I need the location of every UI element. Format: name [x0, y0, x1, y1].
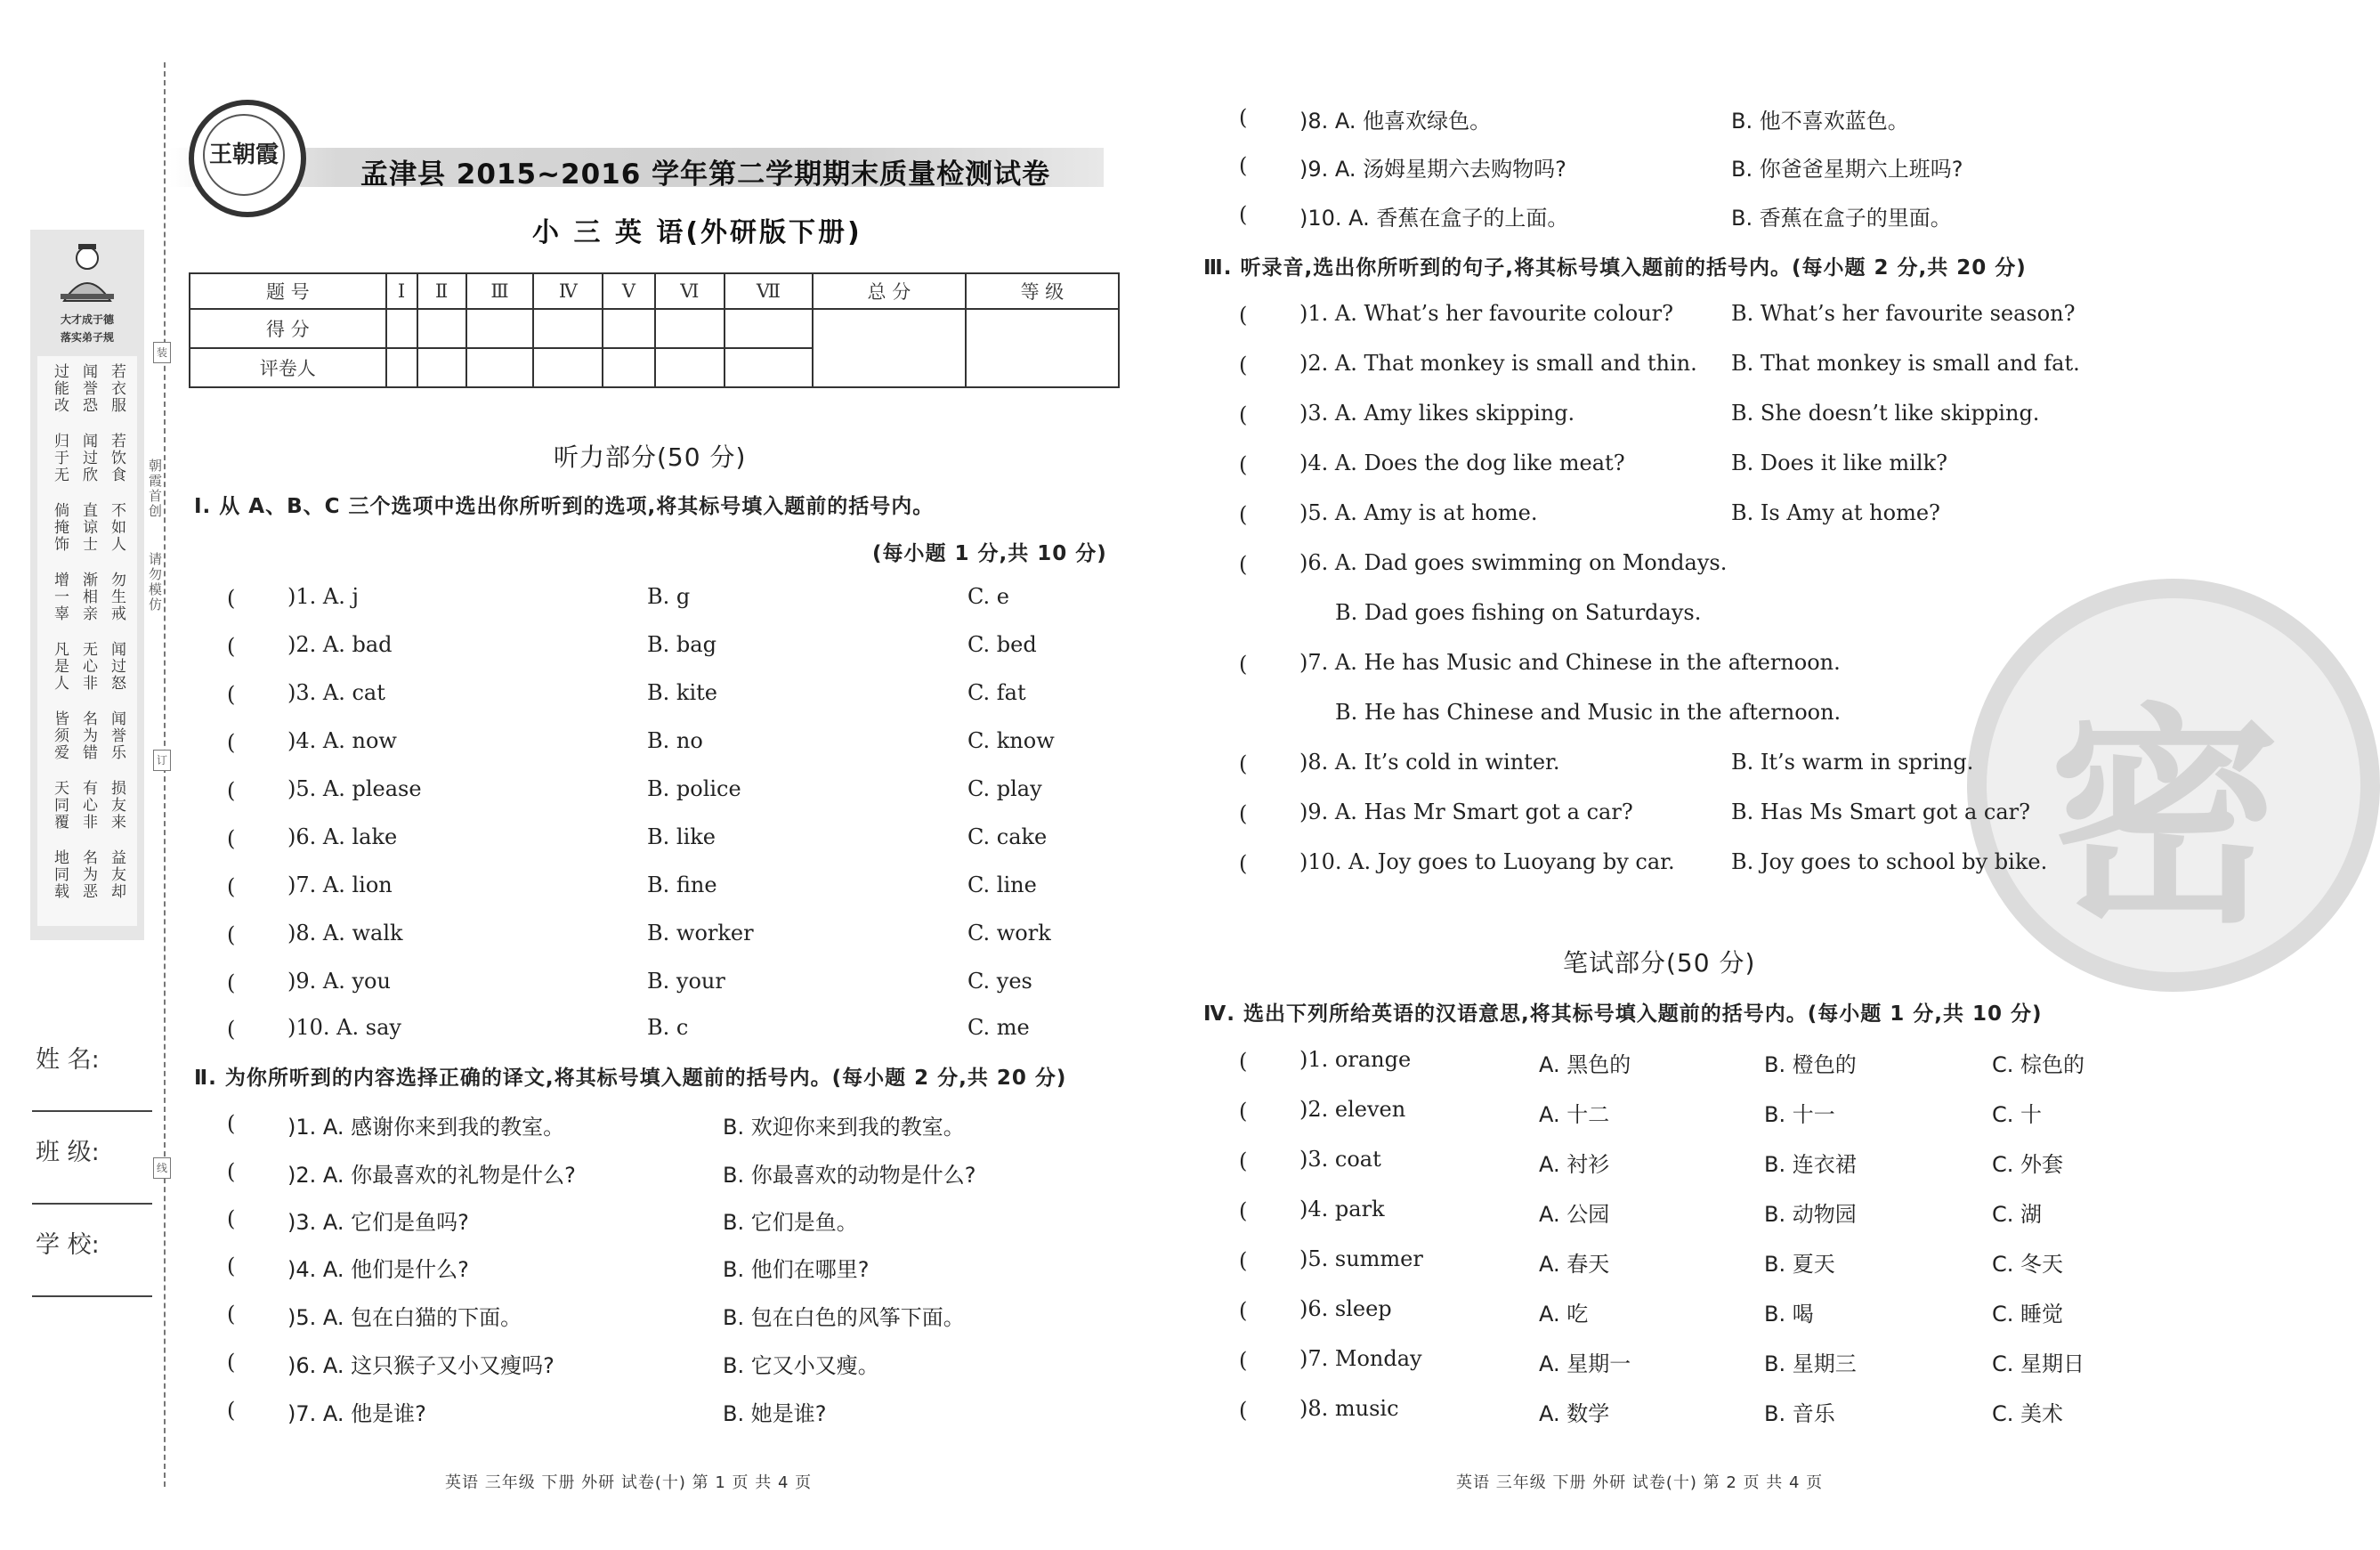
option-c: C. e: [967, 584, 1009, 609]
motto-line-1: 大才成于德: [60, 313, 114, 326]
option-b: B. like: [647, 824, 716, 849]
quote-column: 闻誉恐: [79, 363, 97, 414]
option-c: C. yes: [967, 969, 1032, 994]
score-table-header: 总 分: [813, 273, 966, 309]
school-input-line[interactable]: [32, 1295, 152, 1297]
question-stem: )3. A. cat: [287, 680, 385, 705]
answer-bracket[interactable]: (: [1239, 851, 1248, 876]
score-cell[interactable]: [655, 309, 725, 348]
option-a: )8. A. It’s cold in winter.: [1299, 750, 1560, 775]
score-table-header: Ⅶ: [725, 273, 813, 309]
binding-mark: 订: [153, 750, 171, 771]
quote-column: 勿生戒: [108, 572, 125, 622]
answer-bracket[interactable]: (: [1239, 1248, 1248, 1273]
answer-bracket[interactable]: (: [1239, 1049, 1248, 1074]
option-b: B. 动物园: [1764, 1202, 1857, 1227]
option-c: C. 冬天: [1992, 1252, 2064, 1277]
part1-score-note: (每小题 1 分,共 10 分): [872, 542, 1107, 565]
vocab-word: )8. music: [1299, 1396, 1399, 1421]
score-cell[interactable]: [603, 309, 654, 348]
quote-panel: [30, 230, 144, 940]
quote-column: 倘掩饰: [51, 502, 69, 553]
binding-mark: 装: [153, 342, 171, 363]
grader-cell[interactable]: [386, 348, 417, 387]
page-footer-right: 英语 三年级 下册 外研 试卷(十) 第 2 页 共 4 页: [1456, 1473, 1824, 1492]
option-b: B. Dad goes fishing on Saturdays.: [1335, 600, 1702, 625]
answer-bracket[interactable]: (: [1239, 1398, 1248, 1423]
answer-bracket[interactable]: (: [227, 1017, 236, 1042]
answer-bracket[interactable]: (: [1239, 303, 1248, 328]
option-b: B. police: [647, 776, 741, 801]
answer-bracket[interactable]: (: [227, 1159, 236, 1184]
option-b: B. 喝: [1764, 1302, 1814, 1327]
option-a: A. 公园: [1539, 1202, 1610, 1227]
vocab-word: )6. sleep: [1299, 1296, 1392, 1321]
option-a: A. 春天: [1539, 1252, 1610, 1277]
question-stem: )5. A. please: [287, 776, 422, 801]
answer-bracket[interactable]: (: [227, 778, 236, 803]
option-b: B. 十一: [1764, 1102, 1835, 1127]
name-label: 姓 名:: [36, 1046, 100, 1074]
option-b: B. What’s her favourite season?: [1731, 301, 2076, 326]
answer-bracket[interactable]: (: [1239, 1148, 1248, 1173]
quote-column: 不如人: [108, 502, 125, 553]
option-b: B. 连衣裙: [1764, 1152, 1857, 1177]
option-b: B. 橙色的: [1764, 1052, 1857, 1077]
option-b: B. Does it like milk?: [1731, 450, 1947, 475]
quote-column: 闻过怒: [108, 641, 125, 692]
page-footer-left: 英语 三年级 下册 外研 试卷(十) 第 1 页 共 4 页: [445, 1473, 813, 1492]
option-b: B. 你爸爸星期六上班吗?: [1731, 157, 1963, 182]
answer-bracket[interactable]: (: [227, 1111, 236, 1136]
option-b: B. g: [647, 584, 691, 609]
option-c: C. 睡觉: [1992, 1302, 2064, 1327]
option-b: B. kite: [647, 680, 717, 705]
vocab-word: )1. orange: [1299, 1047, 1412, 1072]
exam-title: 孟津县 2015~2016 学年第二学期期末质量检测试卷: [360, 158, 1051, 191]
answer-bracket[interactable]: (: [1239, 801, 1248, 826]
option-a: )10. A. 香蕉在盒子的上面。: [1299, 206, 1569, 231]
option-a: )7. A. He has Music and Chinese in the afternoon.: [1299, 650, 1841, 675]
question-stem: )2. A. bad: [287, 632, 393, 657]
quote-column: 无心非: [79, 641, 97, 692]
option-c: C. 十: [1992, 1102, 2043, 1127]
vocab-word: )7. Monday: [1299, 1346, 1422, 1371]
vocab-word: )2. eleven: [1299, 1097, 1406, 1122]
quote-column: 名为恶: [79, 849, 97, 900]
binding-mark: 线: [153, 1157, 171, 1179]
vocab-word: )3. coat: [1299, 1147, 1381, 1172]
answer-bracket[interactable]: (: [1239, 1348, 1248, 1373]
score-table-header: Ⅰ: [386, 273, 417, 309]
school-label: 学 校:: [36, 1231, 100, 1259]
option-a: )1. A. What’s her favourite colour?: [1299, 301, 1673, 326]
answer-bracket[interactable]: (: [1239, 751, 1248, 776]
writing-section-title: 笔试部分(50 分): [1563, 948, 1756, 978]
option-a: )4. A. 他们是什么?: [287, 1257, 469, 1282]
quote-column: 归于无: [51, 433, 69, 483]
option-b: B. bag: [647, 632, 716, 657]
grader-cell[interactable]: [417, 348, 466, 387]
option-a: A. 十二: [1539, 1102, 1610, 1127]
do-not-copy-note: 请勿模仿: [147, 552, 163, 613]
answer-bracket[interactable]: (: [1239, 652, 1248, 677]
option-a: )5. A. 包在白猫的下面。: [287, 1305, 522, 1330]
motto-line-2: 落实弟子规: [60, 331, 114, 344]
option-c: C. 棕色的: [1992, 1052, 2085, 1077]
publisher-logo: [189, 100, 306, 217]
quote-column: 若饮食: [108, 433, 125, 483]
answer-bracket[interactable]: (: [1239, 402, 1248, 427]
option-a: )8. A. 他喜欢绿色。: [1299, 109, 1492, 134]
option-a: )6. A. Dad goes swimming on Mondays.: [1299, 550, 1728, 575]
answer-bracket[interactable]: (: [227, 1302, 236, 1327]
question-stem: )4. A. now: [287, 728, 397, 753]
answer-bracket[interactable]: (: [1239, 105, 1248, 130]
option-b: B. c: [647, 1015, 689, 1040]
option-c: C. play: [967, 776, 1042, 801]
score-cell[interactable]: [466, 309, 534, 348]
part4-instruction: Ⅳ. 选出下列所给英语的汉语意思,将其标号填入题前的括号内。(每小题 1 分,共 10 分): [1203, 1002, 2043, 1026]
score-cell[interactable]: [533, 309, 603, 348]
option-a: )7. A. 他是谁?: [287, 1401, 426, 1426]
quote-column: 闻誉乐: [108, 710, 125, 761]
scholar-illustration: [52, 239, 123, 310]
score-cell[interactable]: [417, 309, 466, 348]
option-a: )9. A. 汤姆星期六去购物吗?: [1299, 157, 1566, 182]
option-b: B. 他不喜欢蓝色。: [1731, 109, 1909, 134]
option-b: B. 欢迎你来到我的教室。: [723, 1115, 965, 1140]
exam-subtitle: 小 三 英 语(外研版下册): [532, 217, 862, 248]
quote-column: 渐相亲: [79, 572, 97, 622]
score-table-header: Ⅴ: [603, 273, 654, 309]
quote-column: 凡是人: [51, 641, 69, 692]
option-c: C. 外套: [1992, 1152, 2064, 1177]
answer-bracket[interactable]: (: [227, 1350, 236, 1375]
answer-bracket[interactable]: (: [1239, 502, 1248, 527]
answer-bracket[interactable]: (: [1239, 153, 1248, 178]
grader-cell[interactable]: [603, 348, 654, 387]
answer-bracket[interactable]: (: [1239, 1099, 1248, 1124]
answer-bracket[interactable]: (: [1239, 202, 1248, 227]
answer-bracket[interactable]: (: [227, 970, 236, 995]
question-stem: )10. A. say: [287, 1015, 401, 1040]
option-a: )3. A. Amy likes skipping.: [1299, 401, 1575, 426]
option-c: C. 美术: [1992, 1401, 2064, 1426]
option-c: C. work: [967, 921, 1051, 945]
answer-bracket[interactable]: (: [227, 1254, 236, 1278]
answer-bracket[interactable]: (: [1239, 452, 1248, 477]
option-b: B. Is Amy at home?: [1731, 500, 1940, 525]
option-b: B. 香蕉在盒子的里面。: [1731, 206, 1952, 231]
option-b: B. 夏天: [1764, 1252, 1835, 1277]
option-a: )6. A. 这只猴子又小又瘦吗?: [287, 1353, 555, 1378]
option-a: )4. A. Does the dog like meat?: [1299, 450, 1625, 475]
quote-column: 闻过欣: [79, 433, 97, 483]
option-a: )5. A. Amy is at home.: [1299, 500, 1538, 525]
binding-dashed-line: [164, 62, 166, 1487]
grader-cell[interactable]: [725, 348, 813, 387]
answer-bracket[interactable]: (: [227, 586, 236, 611]
option-a: )1. A. 感谢你来到我的教室。: [287, 1115, 565, 1140]
watermark-char: 密: [2049, 686, 2280, 954]
option-b: B. no: [647, 728, 703, 753]
answer-bracket[interactable]: (: [227, 682, 236, 707]
option-b: B. 音乐: [1764, 1401, 1835, 1426]
answer-bracket[interactable]: (: [1239, 353, 1248, 377]
question-stem: )8. A. walk: [287, 921, 403, 945]
option-c: C. know: [967, 728, 1055, 753]
score-table-header: Ⅳ: [533, 273, 603, 309]
score-table-header: 题 号: [190, 273, 386, 309]
score-table-header-row: [190, 273, 1119, 309]
score-cell[interactable]: [386, 309, 417, 348]
option-a: A. 星期一: [1539, 1351, 1631, 1376]
score-table: [189, 272, 1120, 388]
option-b: B. 你最喜欢的动物是什么?: [723, 1163, 976, 1188]
class-label: 班 级:: [36, 1139, 100, 1166]
grader-row-label: 评卷人: [190, 348, 386, 387]
option-b: B. She doesn’t like skipping.: [1731, 401, 2040, 426]
option-a: )2. A. 你最喜欢的礼物是什么?: [287, 1163, 576, 1188]
name-input-line[interactable]: [32, 1110, 152, 1112]
answer-bracket[interactable]: (: [1239, 1298, 1248, 1323]
question-stem: )1. A. j: [287, 584, 359, 609]
option-b: B. your: [647, 969, 725, 994]
option-b: B. fine: [647, 872, 717, 897]
quote-column: 有心非: [79, 780, 97, 831]
question-stem: )6. A. lake: [287, 824, 398, 849]
part1-instruction: Ⅰ. 从 A、B、C 三个选项中选出你所听到的选项,将其标号填入题前的括号内。: [194, 495, 935, 518]
quote-column: 过能改: [51, 363, 69, 414]
vocab-word: )5. summer: [1299, 1246, 1423, 1271]
answer-bracket[interactable]: (: [1239, 1198, 1248, 1223]
answer-bracket[interactable]: (: [1239, 552, 1248, 577]
option-b: B. 它又小又瘦。: [723, 1353, 879, 1378]
option-b: B. worker: [647, 921, 754, 945]
answer-bracket[interactable]: (: [227, 922, 236, 947]
quote-column: 直谅士: [79, 502, 97, 553]
part3-instruction: Ⅲ. 听录音,选出你所听到的句子,将其标号填入题前的括号内。(每小题 2 分,共 20 分): [1203, 256, 2027, 280]
option-b: B. 它们是鱼。: [723, 1210, 858, 1235]
quote-column: 损友来: [108, 780, 125, 831]
option-c: C. 星期日: [1992, 1351, 2085, 1376]
option-b: B. 他们在哪里?: [723, 1257, 870, 1282]
option-c: C. fat: [967, 680, 1026, 705]
quote-column: 地同载: [51, 849, 69, 900]
score-row-label: 得 分: [190, 309, 386, 348]
logo-text: 王朝霞: [203, 114, 285, 196]
option-b: B. 包在白色的风筝下面。: [723, 1305, 965, 1330]
score-cell[interactable]: [725, 309, 813, 348]
quote-column: 若衣服: [108, 363, 125, 414]
answer-bracket[interactable]: (: [227, 1206, 236, 1231]
option-a: )2. A. That monkey is small and thin.: [1299, 351, 1697, 376]
option-c: C. cake: [967, 824, 1048, 849]
class-input-line[interactable]: [32, 1203, 152, 1205]
option-b: B. Has Ms Smart got a car?: [1731, 799, 2030, 824]
question-stem: )7. A. lion: [287, 872, 393, 897]
grader-cell[interactable]: [655, 348, 725, 387]
option-a: )10. A. Joy goes to Luoyang by car.: [1299, 849, 1675, 874]
option-b: B. He has Chinese and Music in the afternoon.: [1335, 700, 1842, 725]
option-c: C. 湖: [1992, 1202, 2043, 1227]
part2-instruction: Ⅱ. 为你所听到的内容选择正确的译文,将其标号填入题前的括号内。(每小题 2 分,共 20 分): [194, 1067, 1067, 1090]
option-b: B. It’s warm in spring.: [1731, 750, 1974, 775]
quote-column: 益友却: [108, 849, 125, 900]
quote-column: 天同覆: [51, 780, 69, 831]
total-score-cell[interactable]: [813, 309, 966, 387]
grader-cell[interactable]: [533, 348, 603, 387]
quote-column: 名为错: [79, 710, 97, 761]
score-table-header: Ⅵ: [655, 273, 725, 309]
score-table-header: Ⅲ: [466, 273, 534, 309]
quote-box: [37, 356, 137, 926]
option-a: A. 数学: [1539, 1401, 1610, 1426]
score-table-header: Ⅱ: [417, 273, 466, 309]
grade-cell[interactable]: [966, 309, 1119, 387]
question-stem: )9. A. you: [287, 969, 391, 994]
option-a: A. 黑色的: [1539, 1052, 1631, 1077]
answer-bracket[interactable]: (: [227, 634, 236, 659]
option-c: C. bed: [967, 632, 1037, 657]
listening-section-title: 听力部分(50 分): [554, 442, 747, 472]
quote-column: 增一辜: [51, 572, 69, 622]
option-b: B. 星期三: [1764, 1351, 1857, 1376]
option-b: B. That monkey is small and fat.: [1731, 351, 2080, 376]
option-a: )9. A. Has Mr Smart got a car?: [1299, 799, 1633, 824]
answer-bracket[interactable]: (: [227, 826, 236, 851]
option-c: C. line: [967, 872, 1037, 897]
vocab-word: )4. park: [1299, 1197, 1385, 1221]
option-a: A. 吃: [1539, 1302, 1589, 1327]
option-b: B. Joy goes to school by bike.: [1731, 849, 2048, 874]
option-b: B. 她是谁?: [723, 1401, 827, 1426]
score-table-header: 等 级: [966, 273, 1119, 309]
score-row: [190, 309, 1119, 348]
originality-note: 朝霞首创: [147, 459, 163, 519]
quote-column: 皆须爱: [51, 710, 69, 761]
option-c: C. me: [967, 1015, 1030, 1040]
answer-bracket[interactable]: (: [227, 730, 236, 755]
option-a: A. 衬衫: [1539, 1152, 1610, 1177]
grader-cell[interactable]: [466, 348, 534, 387]
confidential-watermark: [1967, 579, 2380, 992]
option-a: )3. A. 它们是鱼吗?: [287, 1210, 469, 1235]
answer-bracket[interactable]: (: [227, 874, 236, 899]
answer-bracket[interactable]: (: [227, 1398, 236, 1423]
